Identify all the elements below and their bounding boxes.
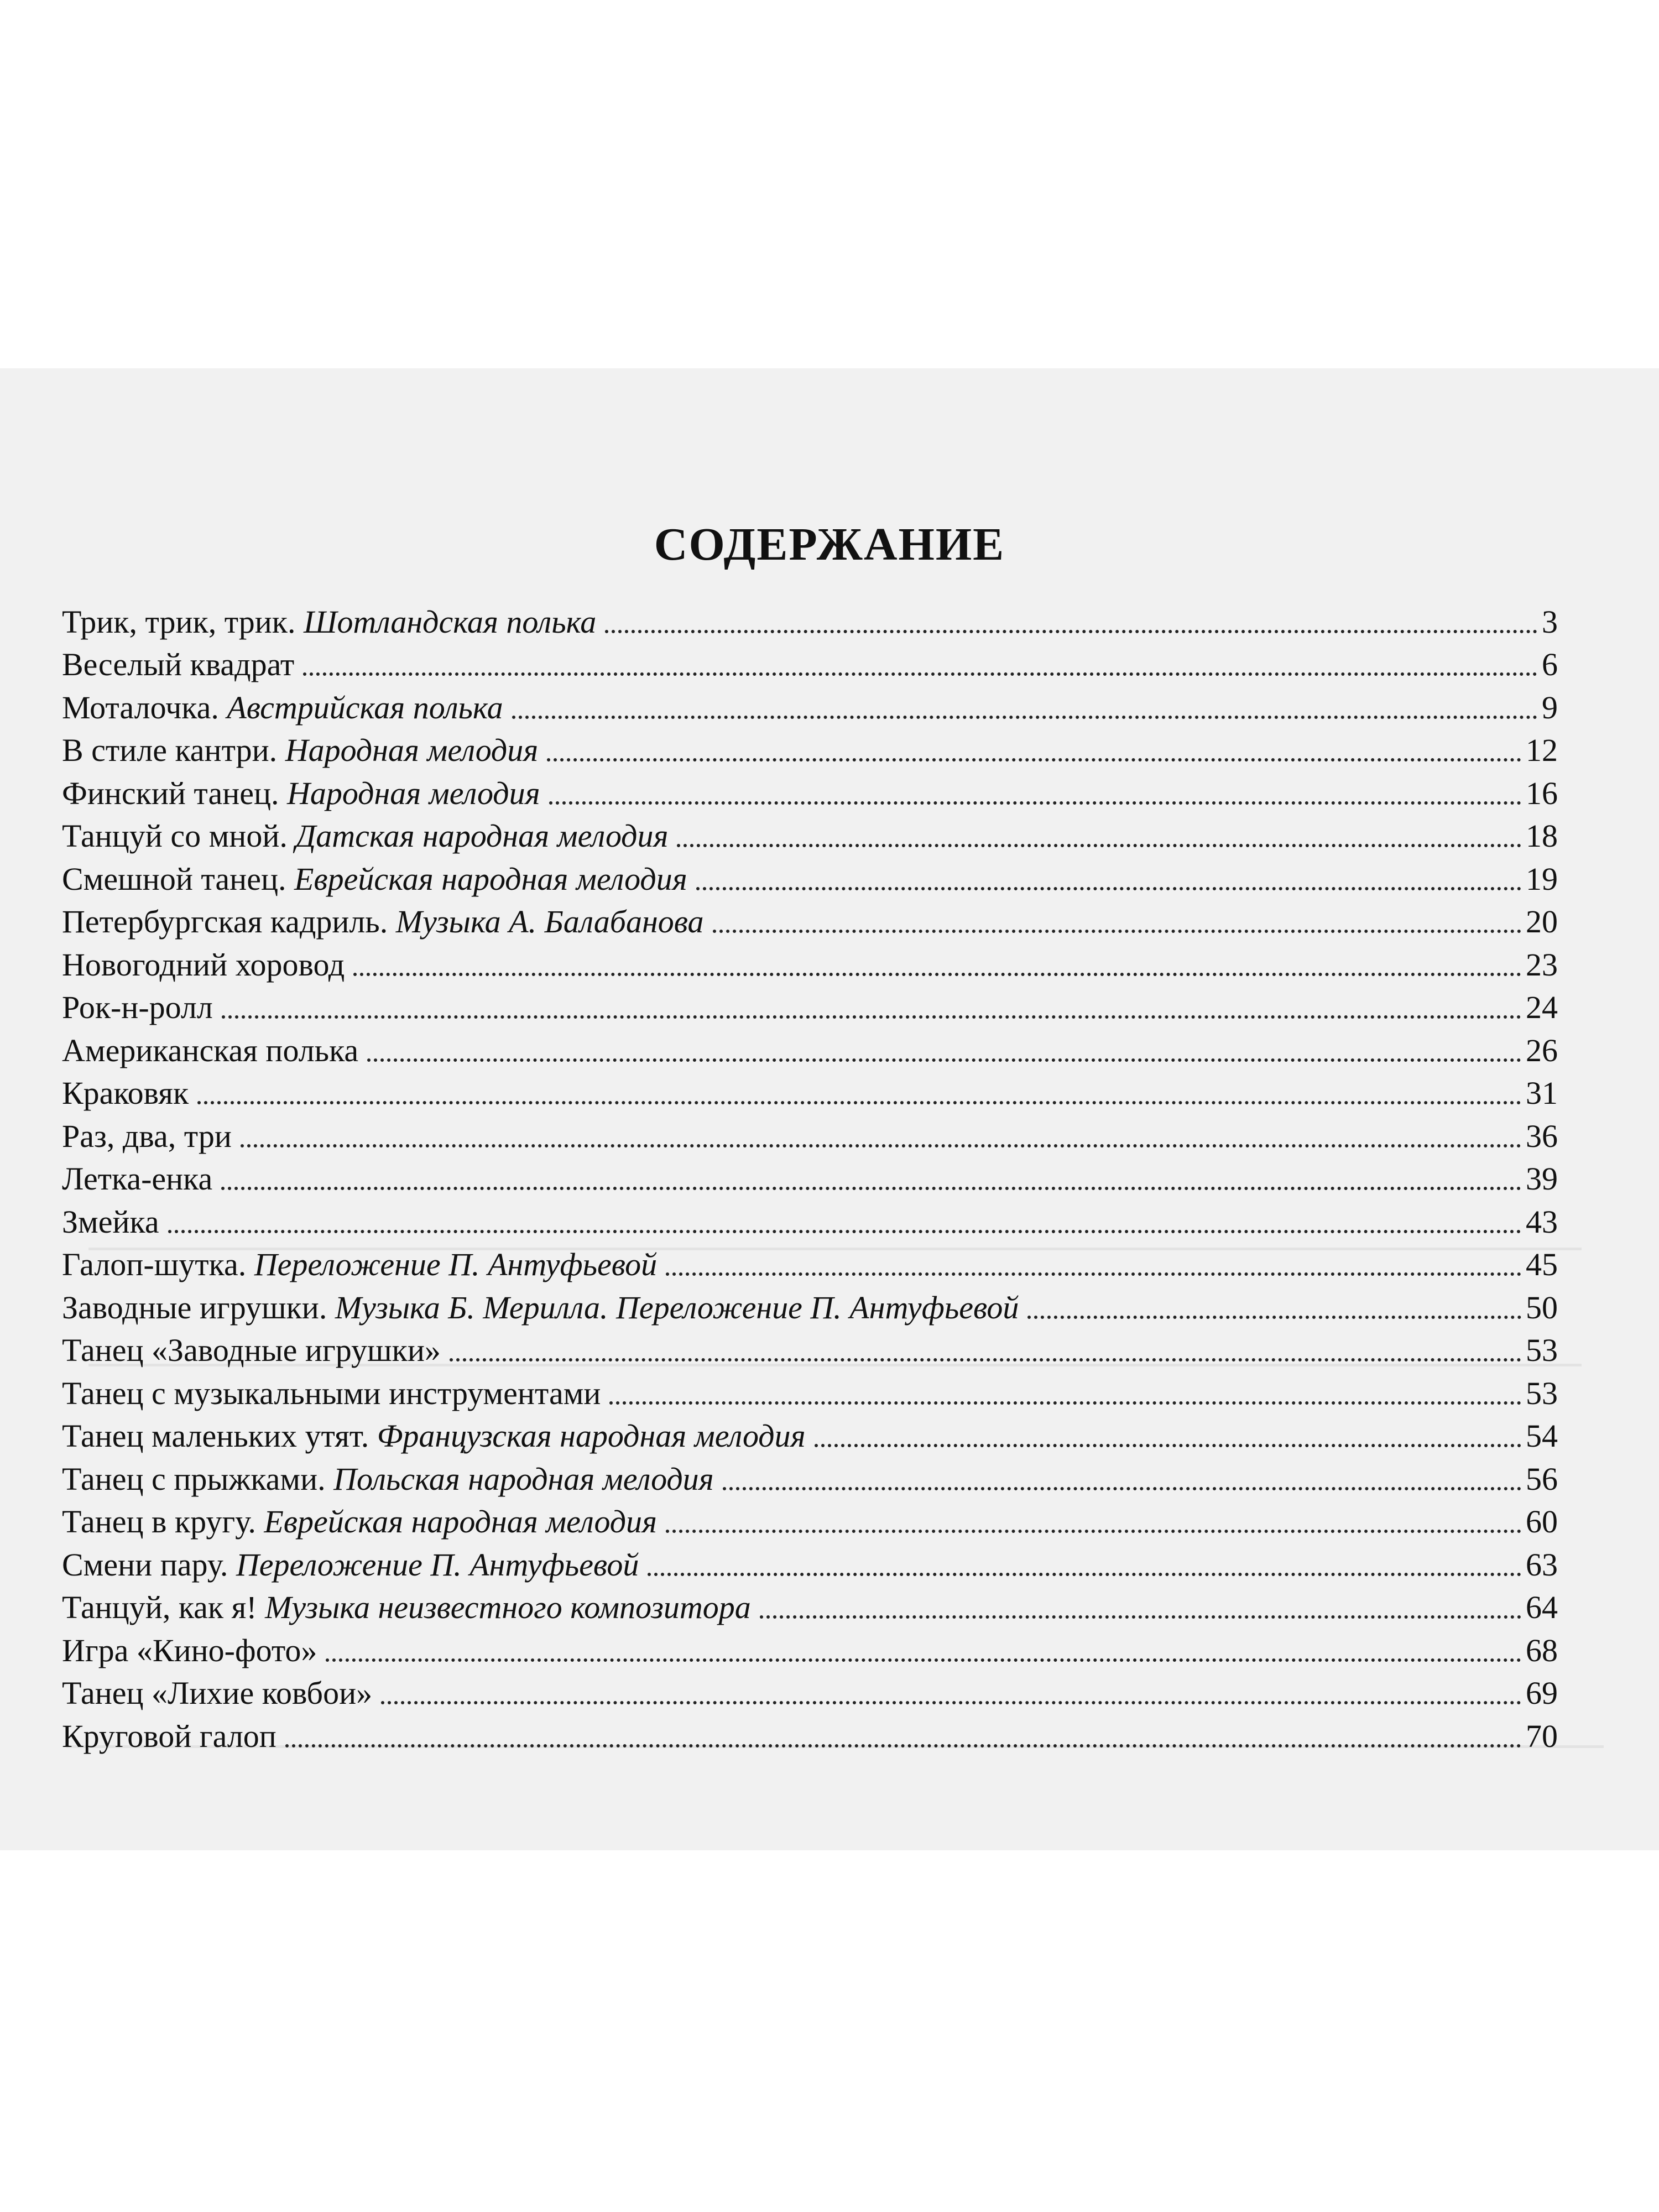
- scanned-page: [0, 368, 1659, 1850]
- toc-entry-title: [62, 903, 704, 941]
- dot-leader: [760, 1612, 1521, 1619]
- toc-entry-title: [62, 603, 596, 641]
- toc-entry-name: Игра «Кино-фото»: [62, 1632, 317, 1668]
- toc-entry-name: Круговой галоп: [62, 1718, 276, 1754]
- dot-leader: [197, 1098, 1521, 1104]
- dot-leader: [221, 1183, 1521, 1190]
- toc-entry-name: Танец «Лихие ковбои»: [62, 1675, 373, 1711]
- toc-entry-name: Змейка: [62, 1203, 159, 1240]
- toc-page-number: 64: [1526, 1589, 1558, 1625]
- toc-entry-title: [62, 1632, 317, 1670]
- dot-leader: [512, 712, 1537, 719]
- toc-page-number: 39: [1526, 1161, 1558, 1197]
- toc-entry-title: [62, 1332, 441, 1369]
- toc-entry-name: Смешной танец.: [62, 860, 294, 897]
- dot-leader: [168, 1227, 1521, 1233]
- dot-leader: [648, 1569, 1521, 1576]
- toc-entry-title: [62, 1375, 601, 1412]
- toc-entry-name: Летка-енка: [62, 1161, 213, 1197]
- toc-entry-name: Трик, трик, трик.: [62, 603, 304, 640]
- toc-entry-subtitle: Музыка Б. Мерилла. Переложение П. Антуфьевой: [335, 1289, 1019, 1326]
- toc-entry-subtitle: Шотландская полька: [303, 603, 597, 640]
- toc-page-number: 3: [1542, 603, 1558, 640]
- dot-leader: [241, 1141, 1521, 1147]
- toc-page-number: 56: [1526, 1460, 1558, 1497]
- toc-entry: [62, 1070, 1558, 1113]
- toc-page-number: 60: [1526, 1504, 1558, 1540]
- toc-entry: [62, 1670, 1558, 1713]
- dot-leader: [303, 669, 1537, 676]
- page-title: СОДЕРЖАНИЕ: [654, 519, 1005, 570]
- toc-entry-subtitle: Французская народная мелодия: [377, 1418, 806, 1454]
- toc-entry-title: [62, 989, 213, 1026]
- toc-entry-name: Танцуй, как я!: [62, 1589, 265, 1625]
- toc-entry-subtitle: Музыка неизвестного композитора: [265, 1589, 751, 1625]
- toc-entry-title: [62, 646, 294, 684]
- toc-entry: [62, 1112, 1558, 1155]
- toc-entry-title: [62, 1417, 806, 1455]
- toc-entry: [62, 1412, 1558, 1455]
- toc-entry-subtitle: Музыка А. Балабанова: [395, 904, 704, 940]
- toc-entry-subtitle: Польская народная мелодия: [333, 1460, 714, 1497]
- toc-page-number: 69: [1526, 1675, 1558, 1711]
- toc-page-number: 53: [1526, 1332, 1558, 1368]
- show-through-page-number: [1622, 440, 1637, 510]
- dot-leader: [666, 1526, 1521, 1533]
- toc-entry-title: [62, 1246, 657, 1284]
- toc-entry-subtitle: Народная мелодия: [285, 732, 539, 768]
- toc-entry-title: [62, 860, 687, 898]
- toc-entry-name: Танец с музыкальными инструментами: [62, 1375, 601, 1411]
- dot-leader: [723, 1484, 1521, 1490]
- toc-page-number: 63: [1526, 1546, 1558, 1583]
- toc-entry: [62, 1026, 1558, 1070]
- toc-entry-name: Смени пару.: [62, 1546, 236, 1583]
- dot-leader: [326, 1655, 1521, 1662]
- toc-entry: [62, 898, 1558, 941]
- dot-leader: [353, 969, 1521, 976]
- toc-entry-title: [62, 1503, 657, 1541]
- toc-entry-title: [62, 1160, 212, 1198]
- toc-entry: [62, 1626, 1558, 1670]
- dot-leader: [222, 1012, 1521, 1019]
- toc-entry: [62, 769, 1558, 812]
- toc-entry-name: Американская полька: [62, 1032, 359, 1068]
- toc-entry-subtitle: Еврейская народная мелодия: [294, 860, 687, 897]
- toc-entry-name: Петербургская кадриль.: [62, 904, 396, 940]
- dot-leader: [677, 841, 1521, 847]
- toc-entry: [62, 1327, 1558, 1370]
- toc-entry: [62, 855, 1558, 898]
- toc-entry: [62, 684, 1558, 727]
- toc-page-number: 54: [1526, 1418, 1558, 1454]
- toc-entry: [62, 641, 1558, 684]
- dot-leader: [547, 755, 1521, 761]
- toc-entry-name: Раз, два, три: [62, 1118, 232, 1154]
- toc-entry: [62, 598, 1558, 641]
- toc-entry: [62, 1455, 1558, 1498]
- toc-page-number: 12: [1526, 732, 1558, 768]
- toc-page-number: 45: [1526, 1246, 1558, 1282]
- toc-entry: [62, 1541, 1558, 1584]
- toc-page-number: 53: [1526, 1375, 1558, 1411]
- toc-entry-name: Моталочка.: [62, 689, 227, 726]
- toc-entry-title: [62, 1289, 1019, 1327]
- toc-entry-subtitle: Еврейская народная мелодия: [264, 1504, 658, 1540]
- toc-entry-name: Новогодний хоровод: [62, 946, 345, 983]
- toc-entry-name: Танец «Заводные игрушки»: [62, 1332, 441, 1368]
- toc-entry-title: [62, 689, 503, 727]
- toc-entry-title: [62, 1032, 358, 1070]
- toc-entry: [62, 1498, 1558, 1541]
- toc-entry-title: [62, 1546, 639, 1584]
- toc-entry-name: Танец маленьких утят.: [62, 1418, 377, 1454]
- toc-entry-name: В стиле кантри.: [62, 732, 285, 768]
- toc-entry: [62, 941, 1558, 984]
- toc-entry-name: Танцуй со мной.: [62, 818, 296, 854]
- dot-leader: [605, 627, 1537, 633]
- toc-page-number: 18: [1526, 818, 1558, 854]
- dot-leader: [381, 1698, 1521, 1704]
- dot-leader: [450, 1355, 1521, 1361]
- dot-leader: [1027, 1312, 1521, 1319]
- toc-page-number: 31: [1526, 1075, 1558, 1111]
- toc-entry: [62, 1155, 1558, 1198]
- toc-page-number: 9: [1542, 689, 1558, 726]
- toc-entry: [62, 1284, 1558, 1327]
- toc-page-number: 50: [1526, 1289, 1558, 1326]
- toc-entry-subtitle: Австрийская полька: [227, 689, 503, 726]
- toc-entry: [62, 1712, 1558, 1755]
- toc-entry-name: Рок-н-ролл: [62, 989, 213, 1025]
- toc-entry-title: [62, 1074, 189, 1112]
- dot-leader: [815, 1441, 1521, 1447]
- toc-entry-subtitle: Переложение П. Антуфьевой: [236, 1546, 639, 1583]
- toc-entry-title: [62, 775, 540, 812]
- toc-page-number: 20: [1526, 904, 1558, 940]
- toc-entry: [62, 1584, 1558, 1627]
- toc-entry: [62, 1198, 1558, 1241]
- toc-entry-name: Танец в кругу.: [62, 1504, 264, 1540]
- toc-page-number: 6: [1542, 646, 1558, 682]
- toc-entry-subtitle: Датская народная мелодия: [295, 818, 669, 854]
- dot-leader: [285, 1741, 1521, 1747]
- toc-entry-title: [62, 946, 345, 984]
- toc-entry: [62, 812, 1558, 855]
- toc-page-number: 23: [1526, 946, 1558, 983]
- toc-entry-title: [62, 732, 538, 769]
- toc-entry-title: [62, 1718, 276, 1755]
- toc-entry: [62, 984, 1558, 1027]
- dot-leader: [609, 1398, 1521, 1405]
- toc-entry-subtitle: Народная мелодия: [287, 775, 540, 811]
- toc-page-number: 24: [1526, 989, 1558, 1025]
- toc-entry: [62, 1241, 1558, 1284]
- toc-page-number: 36: [1526, 1118, 1558, 1154]
- toc-page-number: 26: [1526, 1032, 1558, 1068]
- toc-entry-title: [62, 1674, 372, 1712]
- toc-entry-title: [62, 1203, 159, 1241]
- dot-leader: [666, 1269, 1521, 1276]
- toc-entry-title: [62, 817, 668, 855]
- dot-leader: [549, 798, 1521, 805]
- toc-page-number: 16: [1526, 775, 1558, 811]
- toc-entry-title: [62, 1460, 714, 1498]
- dot-leader: [696, 884, 1521, 890]
- toc-entry-name: Танец с прыжками.: [62, 1460, 334, 1497]
- toc-page-number: 19: [1526, 860, 1558, 897]
- toc-entry-title: [62, 1118, 232, 1155]
- toc-entry: [62, 1369, 1558, 1412]
- toc-entry-name: Краковяк: [62, 1075, 189, 1111]
- toc-page-number: 43: [1526, 1203, 1558, 1240]
- toc-entry-name: Финский танец.: [62, 775, 288, 811]
- dot-leader: [367, 1055, 1521, 1062]
- toc-entry-name: Заводные игрушки.: [62, 1289, 335, 1326]
- toc-entry-name: Галоп-шутка.: [62, 1246, 254, 1282]
- dot-leader: [713, 926, 1521, 933]
- toc-page-number: 68: [1526, 1632, 1558, 1668]
- toc-page-number: 70: [1526, 1718, 1558, 1754]
- toc-entry-subtitle: Переложение П. Антуфьевой: [254, 1246, 658, 1282]
- table-of-contents: [62, 598, 1558, 1755]
- toc-entry: [62, 727, 1558, 770]
- toc-entry-name: Веселый квадрат: [62, 646, 295, 682]
- toc-entry-title: [62, 1589, 751, 1626]
